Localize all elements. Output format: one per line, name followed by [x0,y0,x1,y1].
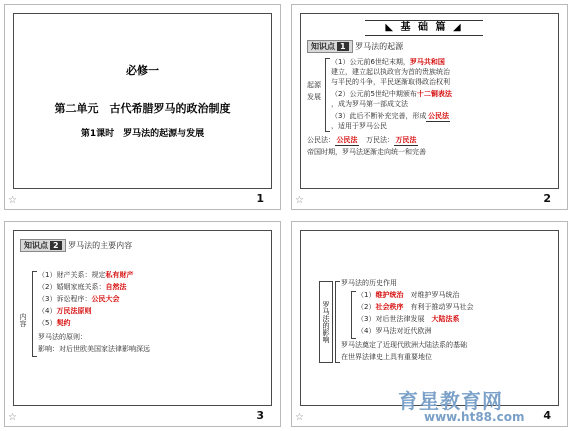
slide-canvas [13,13,272,189]
text-line: 公民法： 公民法 万民法： 万民法 [307,136,417,144]
star-icon[interactable]: ☆ [295,412,304,423]
text-line: 影响：对后世欧美国家法律影响深远 [38,345,150,353]
bracket [351,291,356,339]
side-label: 发展 [307,93,321,101]
text-line: ，成为罗马第一部成文法 [331,100,408,108]
slide-canvas [13,230,272,406]
knowledge-point-heading [307,40,403,53]
text-line: 建立，建立起以执政官为首的贵族统治 [331,68,450,76]
knowledge-point-heading [20,239,132,252]
text-line: 罗马法的历史作用 [341,279,397,287]
header-ornament-icon: ◣ [385,22,396,33]
red-term: 罗马共和国 [409,58,445,66]
slide-thumbnail-2[interactable] [291,4,568,210]
text-line: （2）婚姻家庭关系：自然法 [38,283,127,291]
red-term: 维护统治 [375,291,404,299]
slide-canvas [300,13,559,189]
text-line: （5）契约 [38,319,71,327]
text-line: 罗马法的原则： [38,333,87,341]
red-term: 社会秩序 [375,303,404,311]
text-line: （3）诉讼程序：公民大会 [38,295,120,303]
red-term: 私有财产 [105,271,134,279]
kp-label: 知识点 [311,42,335,51]
text-line: （4）罗马法对近代欧洲 [357,327,432,335]
star-icon[interactable]: ☆ [8,195,17,206]
text-line: 罗马法奠定了近现代欧洲大陆法系的基础 [341,341,467,349]
slide-lesson: 第1课时 罗马法的起源与发展 [80,129,205,139]
bracket [325,58,330,132]
slide-subtitle: 第二单元 古代希腊罗马的政治制度 [54,102,231,115]
star-icon[interactable]: ☆ [8,412,17,423]
kp-title: 罗马法的主要内容 [68,241,133,250]
text-line: 帝国时期，罗马法逐渐走向统一和完善 [307,148,426,156]
red-term: 大陆法系 [431,315,460,323]
text-line: （3）对后世法律发展 大陆法系 [357,315,460,323]
side-label: 起源 [307,81,321,89]
text-line: （4）万民法原则 [38,307,92,315]
text-line: （2）社会秩序 有利于推动罗马社会 [357,303,474,311]
red-term: 公民法 [427,112,449,120]
header-ornament-icon: ◢ [452,22,463,33]
slide-title: 必修一 [126,64,159,77]
page-number: 3 [256,409,264,422]
side-label-box: 罗马法的影响 [319,281,333,363]
kp-label: 知识点 [24,241,48,250]
page-number: 4 [543,409,551,422]
red-term: 万民法原则 [56,307,92,315]
kp-badge [20,239,66,252]
text-line: （2）公元前5世纪中期颁布十二铜表法 [331,90,452,98]
text-line: 与平民的斗争，平民逐渐取得政治权利 [331,78,450,86]
kp-number: 1 [337,42,349,51]
page-number: 2 [543,192,551,205]
red-term: 契约 [56,319,71,327]
header-text: 基 础 篇 [400,22,448,33]
watermark-url: www.ht88.com [424,410,525,424]
text-line: （1）公元前6世纪末期，罗马共和国 [331,58,445,66]
star-icon[interactable]: ☆ [295,195,304,206]
red-term: 万民法 [395,136,417,144]
kp-badge [307,40,353,53]
text-line: ，适用于罗马公民 [331,122,387,130]
text-line: （1）维护统治 对维护罗马统治 [357,291,460,299]
slide-header [365,20,483,36]
text-line: （1）财产关系：规定私有财产 [38,271,134,279]
slide-thumbnail-3[interactable] [4,221,281,427]
red-term: 公民大会 [91,295,120,303]
watermark-title: 育星教育网 [398,389,503,413]
slide-thumbnail-1[interactable] [4,4,281,210]
side-label: 内容 [19,313,27,327]
bracket [335,281,340,363]
red-term: 公民法 [336,136,358,144]
slide-canvas [300,230,559,406]
red-term: 自然法 [105,283,127,291]
bracket [32,271,37,357]
page-number: 1 [256,192,264,205]
text-line: （3）此后不断补充完善，形成 公民法 [331,112,449,120]
red-term: 十二铜表法 [416,90,452,98]
text-line: 在世界法律史上具有重要地位 [341,353,432,361]
kp-title: 罗马法的起源 [355,42,404,51]
kp-number: 2 [50,241,62,250]
